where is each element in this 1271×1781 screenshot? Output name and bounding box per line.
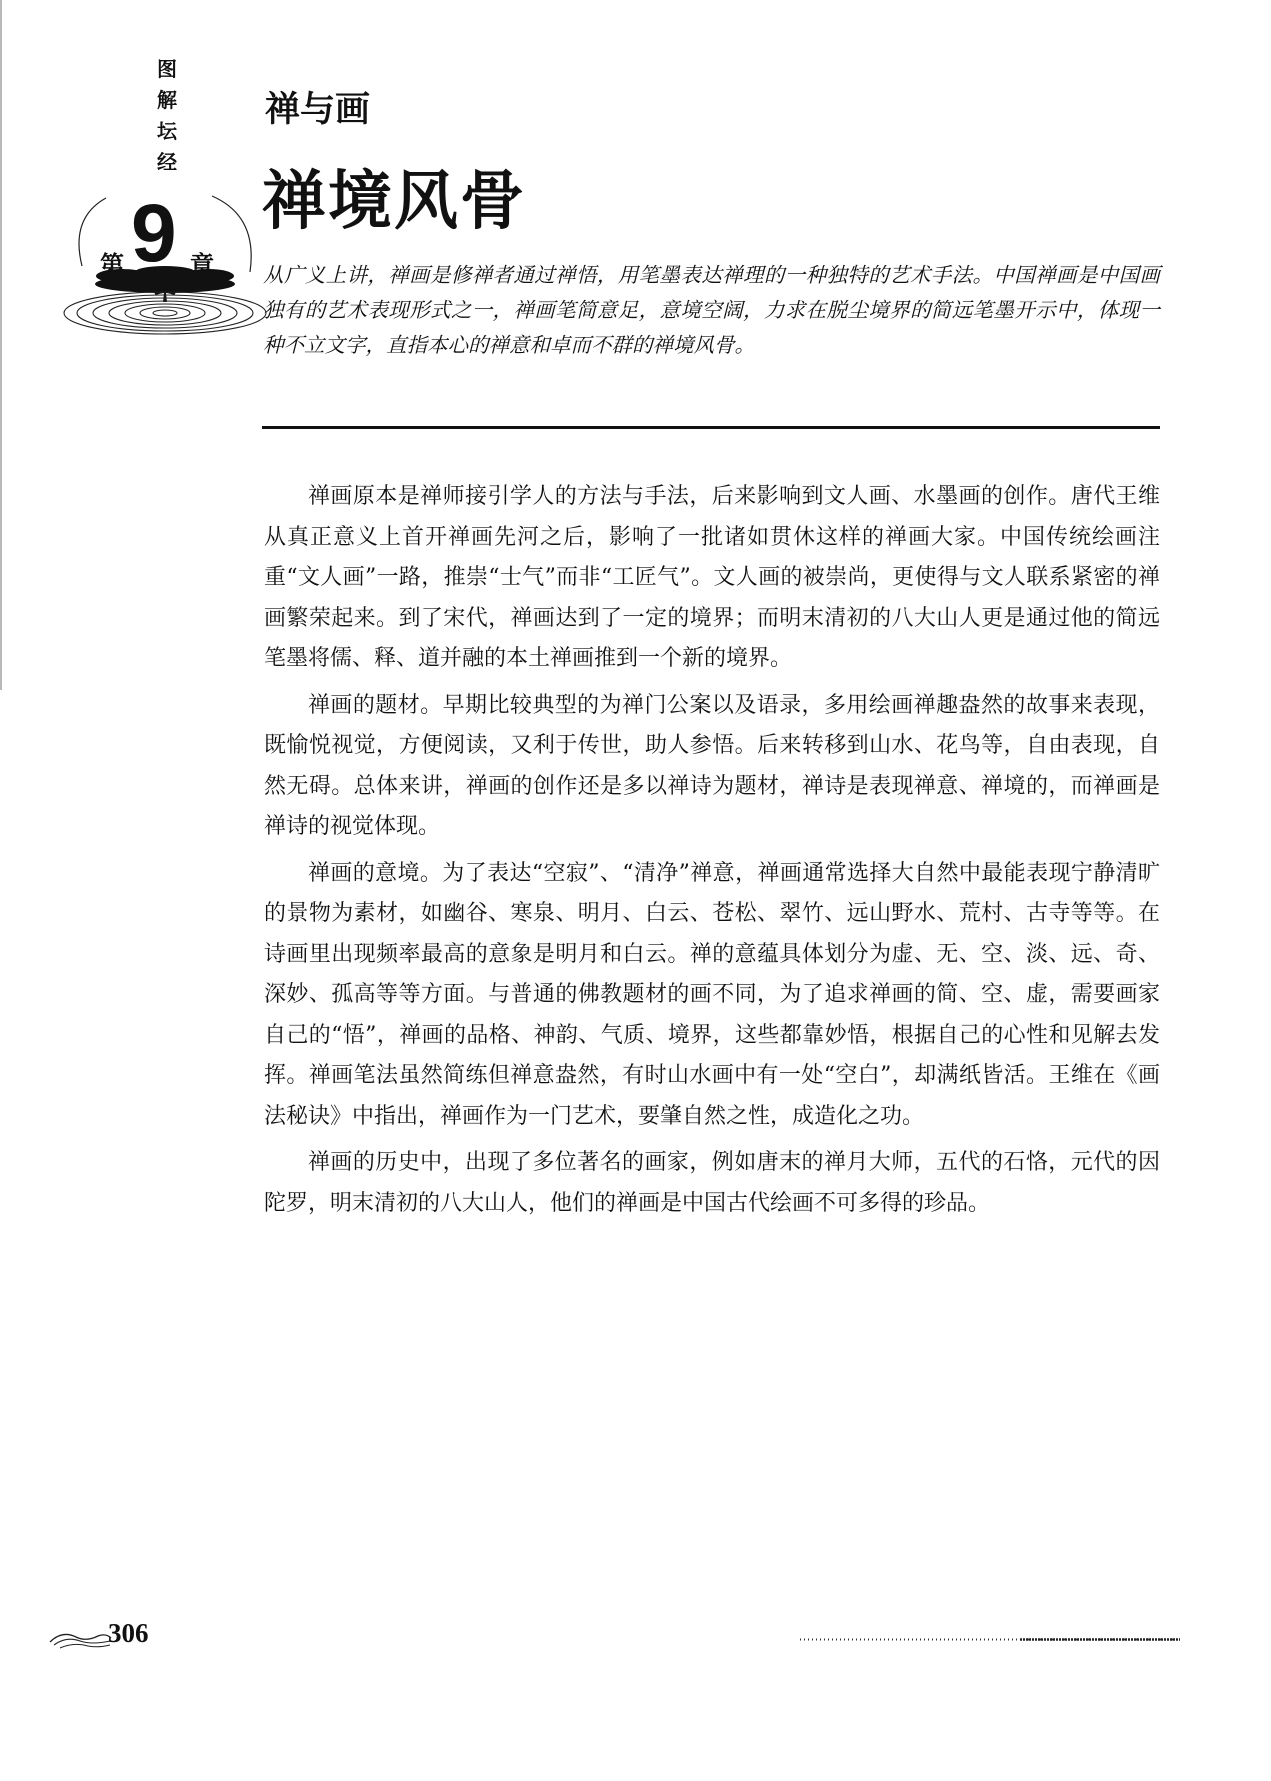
book-title-char: 图	[157, 57, 177, 81]
chapter-prefix: 第	[100, 251, 124, 279]
chapter-emblem	[62, 188, 268, 378]
page-number: 306	[108, 1618, 149, 1648]
book-title-char: 解	[157, 88, 177, 112]
intro-paragraph: 从广义上讲，禅画是修禅者通过禅悟，用笔墨表达禅理的一种独特的艺术手法。中国禅画是中国画独有的艺术表现形式之一，禅画笔简意足，意境空阔，力求在脱尘境界的简远笔墨开示中，体现一种不立文字，直指本心的禅意和卓而不群的禅境风骨。	[263, 263, 1160, 357]
book-title-char: 坛	[157, 119, 177, 143]
body-text	[264, 477, 1160, 1230]
scan-edge-line	[0, 0, 2, 690]
book-title-char: 经	[157, 150, 177, 174]
page-footer	[48, 1618, 158, 1658]
cloud-swirl-icon	[48, 1628, 112, 1650]
page-title: 禅境风骨	[262, 164, 526, 239]
divider	[262, 426, 1160, 429]
book-title-vertical	[152, 54, 182, 178]
body-paragraph: 禅画的历史中，出现了多位著名的画家，例如唐末的禅月大师，五代的石恪，元代的因陀罗，明末清初的八大山人，他们的禅画是中国古代绘画不可多得的珍品。	[264, 1150, 1160, 1216]
chapter-suffix: 章	[190, 251, 214, 279]
body-paragraph: 禅画原本是禅师接引学人的方法与手法，后来影响到文人画、水墨画的创作。唐代王维从真正意义上首开禅画先河之后，影响了一批诸如贯休这样的禅画大家。中国传统绘画注重“文人画”一路，推崇“士气”而非“工匠气”。文人画的被崇尚，更使得与文人联系紧密的禅画繁荣起来。到了宋代，禅画达到了一定的境界；而明末清初的八大山人更是通过他的简远笔墨将儒、释、道并融的本土禅画推到一个新的境界。	[264, 484, 1160, 671]
body-paragraph: 禅画的题材。早期比较典型的为禅门公案以及语录，多用绘画禅趣盎然的故事来表现，既愉悦视觉，方便阅读，又利于传世，助人参悟。后来转移到山水、花鸟等，自由表现，自然无碍。总体来讲，禅画的创作还是多以禅诗为题材，禅诗是表现禅意、禅境的，而禅画是禅诗的视觉体现。	[264, 692, 1160, 839]
body-paragraph: 禅画的意境。为了表达“空寂”、“清净”禅意，禅画通常选择大自然中最能表现宁静清旷的景物为素材，如幽谷、寒泉、明月、白云、苍松、翠竹、远山野水、荒村、古寺等等。在诗画里出现频率最高的意象是明月和白云。禅的意蕴具体划分为虚、无、空、淡、远、奇、深妙、孤高等等方面。与普通的佛教题材的画不同，为了追求禅画的简、空、虚，需要画家自己的“悟”，禅画的品格、神韵、气质、境界，这些都靠妙悟，根据自己的心性和见解去发挥。禅画笔法虽然简练但禅意盎然，有时山水画中有一处“空白”，却满纸皆活。王维在《画法秘诀》中指出，禅画作为一门艺术，要肇自然之性，成造化之功。	[264, 860, 1160, 1129]
chapter-number: 9	[131, 188, 175, 279]
section-title: 禅与画	[265, 90, 371, 130]
footer-dotted-rule	[800, 1638, 1180, 1641]
